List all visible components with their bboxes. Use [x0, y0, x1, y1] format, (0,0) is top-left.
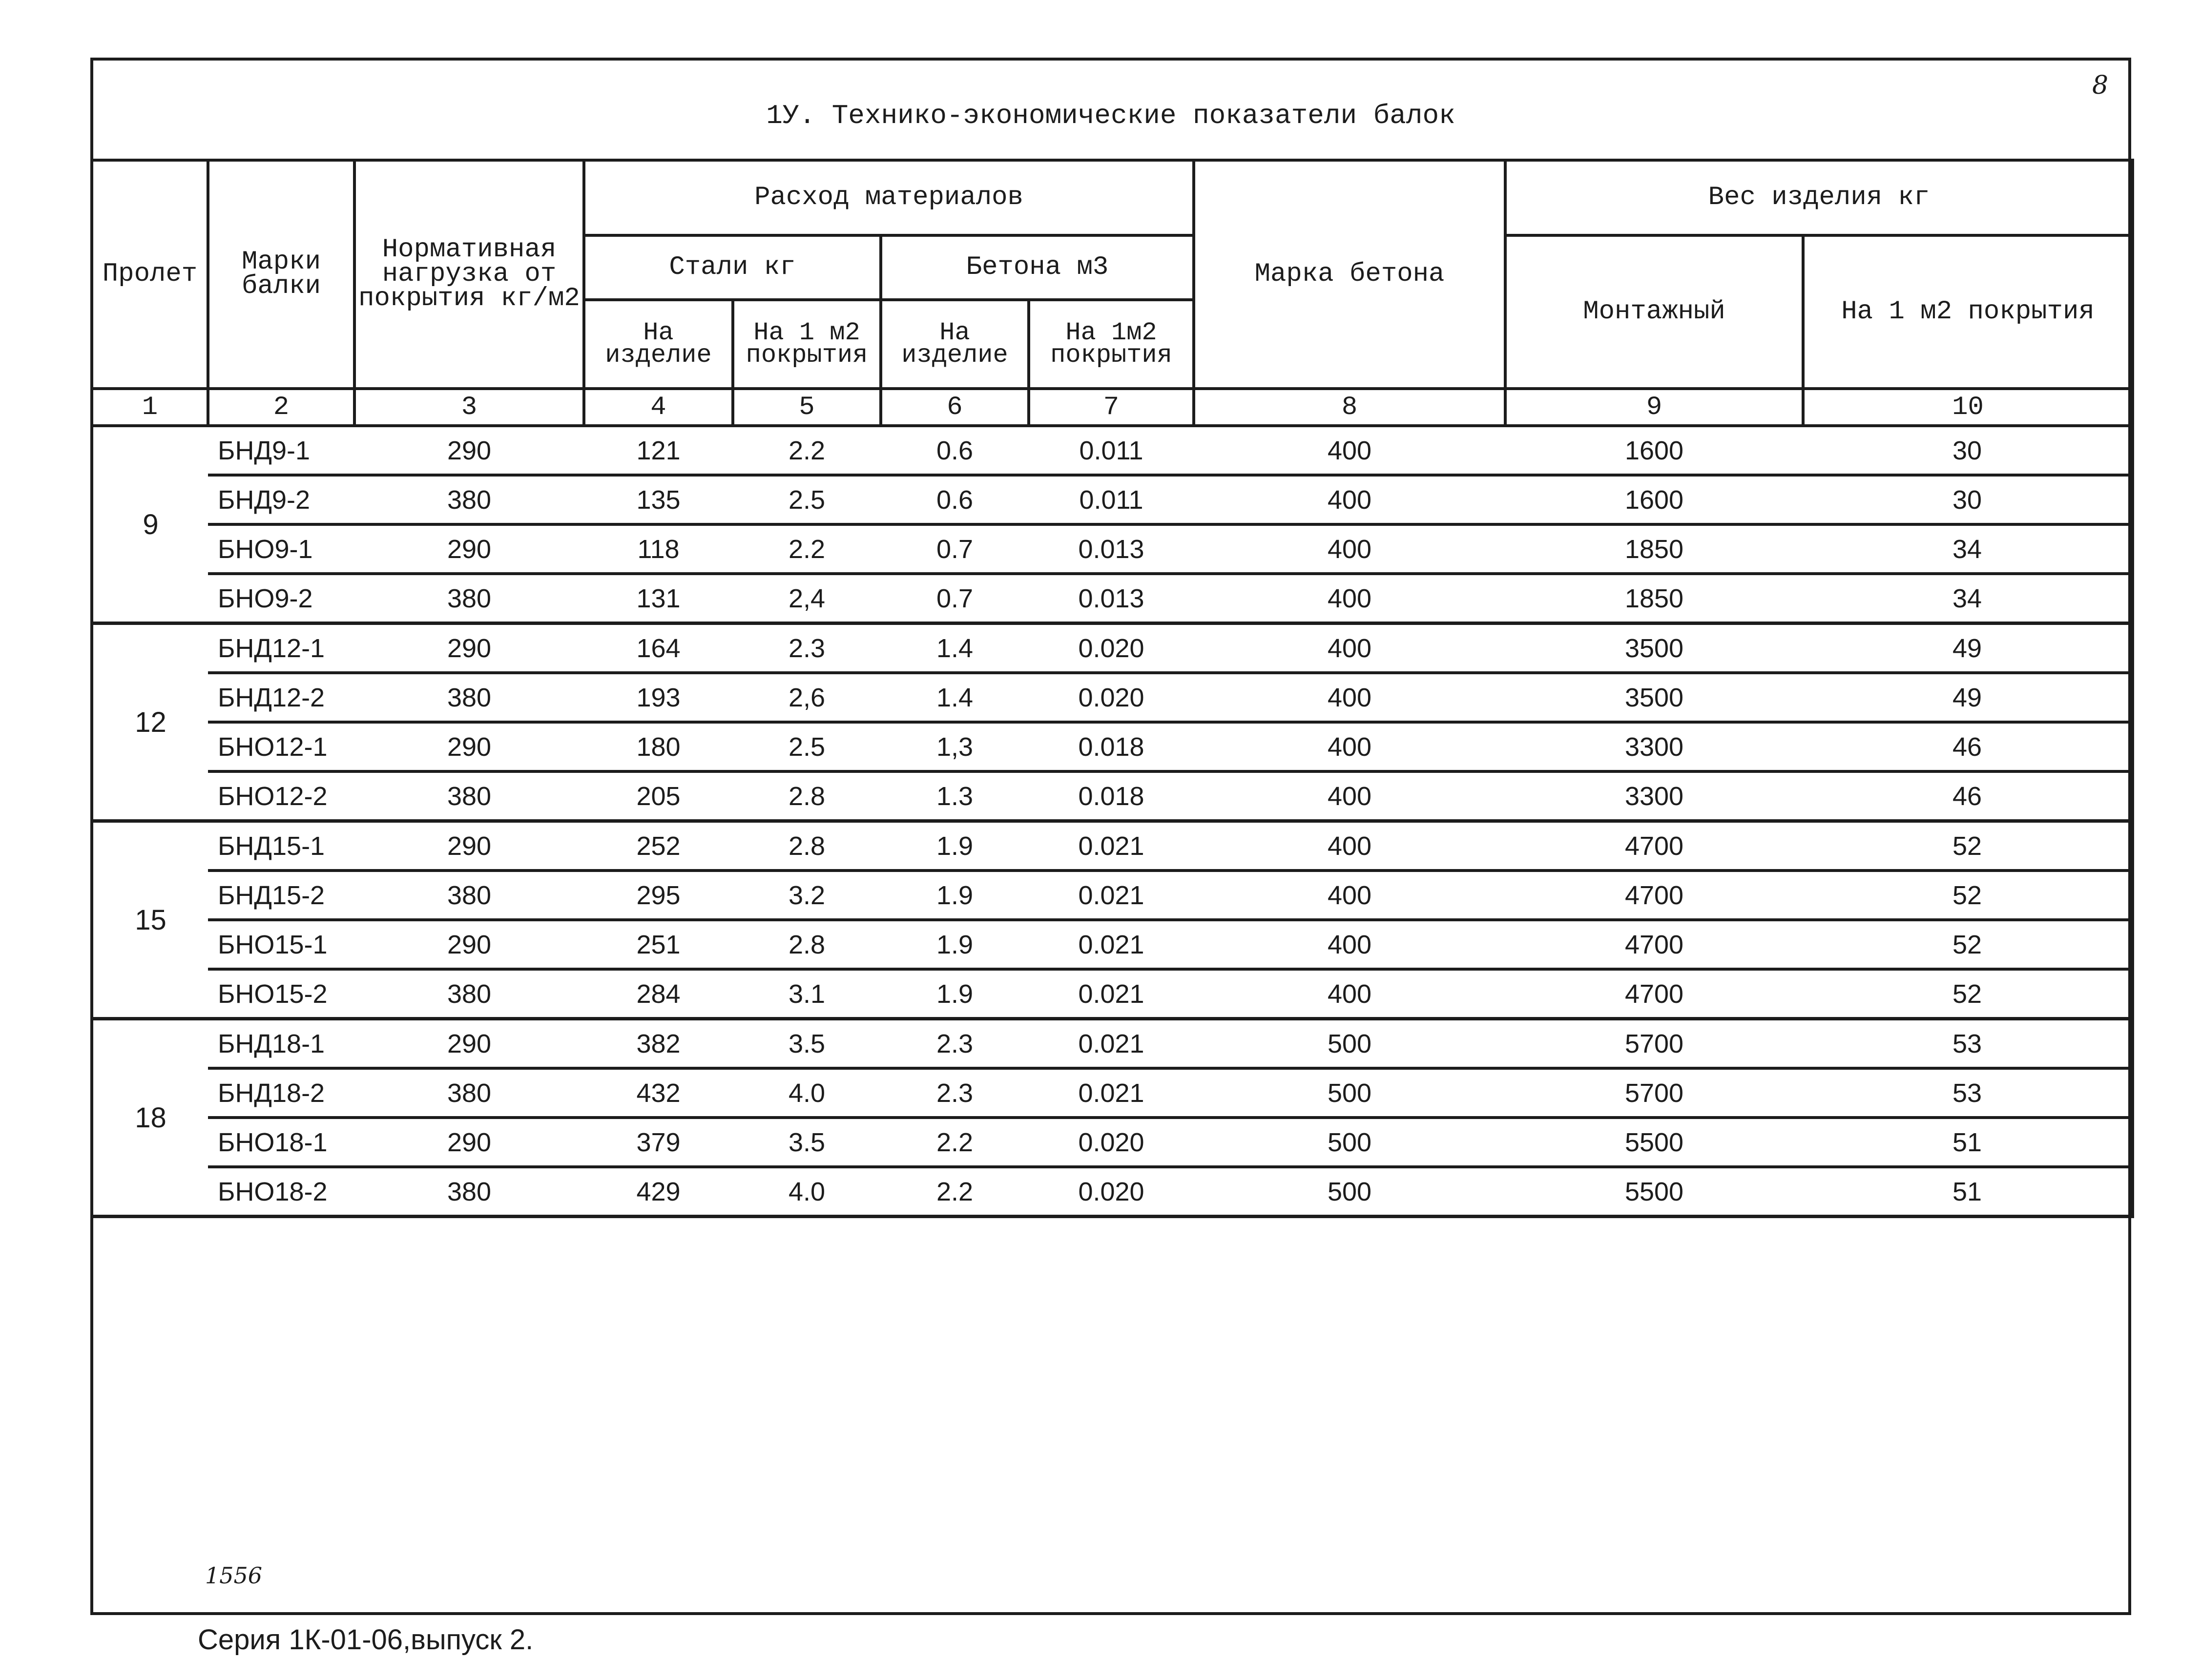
- load-cell: 380: [354, 475, 584, 524]
- beam-mark-cell: БНД12-1: [208, 623, 354, 673]
- header-weight: Вес изделия кг: [1505, 160, 2133, 235]
- table-row: [92, 722, 2133, 771]
- weight-per-m2-cell: 34: [1803, 524, 2133, 574]
- concrete-per-m2-cell: 0.021: [1029, 1068, 1194, 1118]
- concrete-per-item-cell: 1.3: [881, 771, 1029, 821]
- weight-per-m2-cell: 53: [1803, 1068, 2133, 1118]
- concrete-per-item-cell: 0.7: [881, 524, 1029, 574]
- load-cell: 290: [354, 920, 584, 969]
- header-concrete-per-item: На изделие: [881, 300, 1029, 389]
- steel-per-item-cell: 164: [584, 623, 733, 673]
- beam-mark-cell: БНО15-1: [208, 920, 354, 969]
- table-row: [92, 1118, 2133, 1167]
- weight-mounting-cell: 1600: [1505, 426, 1803, 475]
- steel-per-m2-cell: 2.8: [733, 920, 881, 969]
- steel-per-m2-cell: 2.8: [733, 821, 881, 871]
- weight-per-m2-cell: 34: [1803, 574, 2133, 623]
- column-number: 10: [1803, 389, 2133, 426]
- beam-mark-cell: БНД15-1: [208, 821, 354, 871]
- weight-mounting-cell: 5500: [1505, 1167, 1803, 1217]
- concrete-per-item-cell: 0.6: [881, 426, 1029, 475]
- steel-per-m2-cell: 2.3: [733, 623, 881, 673]
- concrete-grade-cell: 400: [1194, 524, 1505, 574]
- span-cell: 12: [92, 623, 208, 821]
- column-number: 9: [1505, 389, 1803, 426]
- beam-mark-cell: БНО9-1: [208, 524, 354, 574]
- concrete-per-item-cell: 1.9: [881, 871, 1029, 920]
- weight-mounting-cell: 1850: [1505, 574, 1803, 623]
- weight-mounting-cell: 4700: [1505, 821, 1803, 871]
- concrete-per-m2-cell: 0.020: [1029, 673, 1194, 722]
- steel-per-m2-cell: 3.1: [733, 969, 881, 1019]
- weight-mounting-cell: 3500: [1505, 623, 1803, 673]
- weight-per-m2-cell: 53: [1803, 1019, 2133, 1069]
- steel-per-item-cell: 251: [584, 920, 733, 969]
- table-row: [92, 475, 2133, 524]
- load-cell: 290: [354, 722, 584, 771]
- steel-per-m2-cell: 4.0: [733, 1068, 881, 1118]
- load-cell: 290: [354, 623, 584, 673]
- column-number: 8: [1194, 389, 1505, 426]
- concrete-per-m2-cell: 0.021: [1029, 969, 1194, 1019]
- header-marks: Марки балки: [208, 160, 354, 389]
- beam-indicators-table: [90, 159, 2134, 1218]
- table-row: [92, 821, 2133, 871]
- header-steel-per-m2: На 1 м2 покрытия: [733, 300, 881, 389]
- weight-per-m2-cell: 30: [1803, 426, 2133, 475]
- beam-mark-cell: БНД12-2: [208, 673, 354, 722]
- concrete-grade-cell: 500: [1194, 1068, 1505, 1118]
- weight-mounting-cell: 4700: [1505, 969, 1803, 1019]
- steel-per-item-cell: 252: [584, 821, 733, 871]
- series-footer: Серия 1К-01-06,выпуск 2.: [198, 1624, 534, 1656]
- column-number: 3: [354, 389, 584, 426]
- beam-mark-cell: БНО12-1: [208, 722, 354, 771]
- concrete-grade-cell: 400: [1194, 623, 1505, 673]
- beam-mark-cell: БНО18-1: [208, 1118, 354, 1167]
- concrete-per-item-cell: 1.4: [881, 673, 1029, 722]
- steel-per-item-cell: 193: [584, 673, 733, 722]
- weight-per-m2-cell: 52: [1803, 871, 2133, 920]
- steel-per-m2-cell: 2,6: [733, 673, 881, 722]
- weight-mounting-cell: 5700: [1505, 1019, 1803, 1069]
- load-cell: 290: [354, 1019, 584, 1069]
- table-row: [92, 673, 2133, 722]
- header-materials: Расход материалов: [584, 160, 1194, 235]
- weight-per-m2-cell: 51: [1803, 1118, 2133, 1167]
- weight-mounting-cell: 4700: [1505, 920, 1803, 969]
- column-number: 4: [584, 389, 733, 426]
- steel-per-item-cell: 284: [584, 969, 733, 1019]
- concrete-grade-cell: 400: [1194, 821, 1505, 871]
- weight-per-m2-cell: 49: [1803, 623, 2133, 673]
- weight-per-m2-cell: 52: [1803, 821, 2133, 871]
- steel-per-m2-cell: 3.5: [733, 1019, 881, 1069]
- weight-mounting-cell: 1600: [1505, 475, 1803, 524]
- concrete-per-m2-cell: 0.018: [1029, 722, 1194, 771]
- table-row: [92, 524, 2133, 574]
- weight-per-m2-cell: 51: [1803, 1167, 2133, 1217]
- concrete-grade-cell: 400: [1194, 673, 1505, 722]
- column-number: 2: [208, 389, 354, 426]
- load-cell: 290: [354, 426, 584, 475]
- table-row: [92, 871, 2133, 920]
- weight-mounting-cell: 3500: [1505, 673, 1803, 722]
- concrete-grade-cell: 400: [1194, 426, 1505, 475]
- concrete-grade-cell: 500: [1194, 1167, 1505, 1217]
- concrete-per-m2-cell: 0.020: [1029, 1118, 1194, 1167]
- header-load: Нормативная нагрузка от покрытия кг/м2: [354, 160, 584, 389]
- column-number: 5: [733, 389, 881, 426]
- weight-per-m2-cell: 49: [1803, 673, 2133, 722]
- steel-per-m2-cell: 3.2: [733, 871, 881, 920]
- load-cell: 290: [354, 821, 584, 871]
- weight-per-m2-cell: 52: [1803, 969, 2133, 1019]
- beam-mark-cell: БНО12-2: [208, 771, 354, 821]
- concrete-per-m2-cell: 0.021: [1029, 871, 1194, 920]
- beam-mark-cell: БНД15-2: [208, 871, 354, 920]
- steel-per-m2-cell: 4.0: [733, 1167, 881, 1217]
- load-cell: 380: [354, 673, 584, 722]
- steel-per-item-cell: 180: [584, 722, 733, 771]
- steel-per-item-cell: 379: [584, 1118, 733, 1167]
- concrete-grade-cell: 400: [1194, 871, 1505, 920]
- concrete-per-item-cell: 1.4: [881, 623, 1029, 673]
- concrete-per-m2-cell: 0.013: [1029, 574, 1194, 623]
- concrete-per-m2-cell: 0.021: [1029, 920, 1194, 969]
- table-row: [92, 1019, 2133, 1069]
- beam-mark-cell: БНО18-2: [208, 1167, 354, 1217]
- header-steel: Стали кг: [584, 235, 881, 300]
- concrete-grade-cell: 400: [1194, 574, 1505, 623]
- concrete-per-item-cell: 2.3: [881, 1068, 1029, 1118]
- concrete-per-m2-cell: 0.021: [1029, 1019, 1194, 1069]
- concrete-per-m2-cell: 0.018: [1029, 771, 1194, 821]
- table-row: [92, 623, 2133, 673]
- weight-mounting-cell: 3300: [1505, 771, 1803, 821]
- weight-mounting-cell: 3300: [1505, 722, 1803, 771]
- concrete-per-item-cell: 2.3: [881, 1019, 1029, 1069]
- header-steel-per-item: На изделие: [584, 300, 733, 389]
- page-number: 8: [2092, 71, 2109, 100]
- concrete-per-item-cell: 1.9: [881, 969, 1029, 1019]
- steel-per-m2-cell: 2.5: [733, 475, 881, 524]
- load-cell: 380: [354, 1068, 584, 1118]
- column-number: 6: [881, 389, 1029, 426]
- load-cell: 380: [354, 1167, 584, 1217]
- steel-per-item-cell: 432: [584, 1068, 733, 1118]
- weight-per-m2-cell: 52: [1803, 920, 2133, 969]
- steel-per-item-cell: 131: [584, 574, 733, 623]
- weight-mounting-cell: 5700: [1505, 1068, 1803, 1118]
- beam-mark-cell: БНД18-1: [208, 1019, 354, 1069]
- steel-per-item-cell: 382: [584, 1019, 733, 1069]
- load-cell: 290: [354, 524, 584, 574]
- header-concrete-per-m2: На 1м2 покрытия: [1029, 300, 1194, 389]
- concrete-per-m2-cell: 0.020: [1029, 623, 1194, 673]
- steel-per-m2-cell: 3.5: [733, 1118, 881, 1167]
- concrete-per-item-cell: 1.9: [881, 821, 1029, 871]
- beam-mark-cell: БНО15-2: [208, 969, 354, 1019]
- steel-per-m2-cell: 2.2: [733, 524, 881, 574]
- concrete-grade-cell: 400: [1194, 722, 1505, 771]
- concrete-grade-cell: 400: [1194, 771, 1505, 821]
- table-row: [92, 969, 2133, 1019]
- table-row: [92, 1167, 2133, 1217]
- column-number: 7: [1029, 389, 1194, 426]
- header-span: Пролет: [92, 160, 208, 389]
- concrete-grade-cell: 400: [1194, 920, 1505, 969]
- load-cell: 380: [354, 871, 584, 920]
- page-title: 1У. Технико-экономические показатели балок: [766, 100, 1455, 131]
- weight-per-m2-cell: 30: [1803, 475, 2133, 524]
- concrete-grade-cell: 500: [1194, 1118, 1505, 1167]
- header-weight-mounting: Монтажный: [1505, 235, 1803, 389]
- table-row: [92, 426, 2133, 475]
- column-number-row: [92, 389, 2133, 426]
- steel-per-item-cell: 118: [584, 524, 733, 574]
- weight-mounting-cell: 4700: [1505, 871, 1803, 920]
- steel-per-m2-cell: 2,4: [733, 574, 881, 623]
- steel-per-item-cell: 135: [584, 475, 733, 524]
- steel-per-m2-cell: 2.8: [733, 771, 881, 821]
- header-concrete-grade: Марка бетона: [1194, 160, 1505, 389]
- steel-per-m2-cell: 2.2: [733, 426, 881, 475]
- column-number: 1: [92, 389, 208, 426]
- concrete-grade-cell: 400: [1194, 969, 1505, 1019]
- beam-mark-cell: БНД18-2: [208, 1068, 354, 1118]
- concrete-per-item-cell: 0.7: [881, 574, 1029, 623]
- table-header: [92, 160, 2133, 426]
- concrete-per-item-cell: 1,3: [881, 722, 1029, 771]
- table-row: [92, 574, 2133, 623]
- load-cell: 380: [354, 771, 584, 821]
- concrete-per-m2-cell: 0.020: [1029, 1167, 1194, 1217]
- steel-per-item-cell: 429: [584, 1167, 733, 1217]
- span-cell: 15: [92, 821, 208, 1019]
- beam-mark-cell: БНД9-1: [208, 426, 354, 475]
- header-weight-per-m2: На 1 м2 покрытия: [1803, 235, 2133, 389]
- concrete-per-m2-cell: 0.011: [1029, 475, 1194, 524]
- table-body: [92, 426, 2133, 1217]
- concrete-per-item-cell: 2.2: [881, 1118, 1029, 1167]
- steel-per-item-cell: 205: [584, 771, 733, 821]
- steel-per-m2-cell: 2.5: [733, 722, 881, 771]
- span-cell: 18: [92, 1019, 208, 1217]
- weight-mounting-cell: 1850: [1505, 524, 1803, 574]
- concrete-grade-cell: 500: [1194, 1019, 1505, 1069]
- table-row: [92, 1068, 2133, 1118]
- concrete-grade-cell: 400: [1194, 475, 1505, 524]
- beam-mark-cell: БНО9-2: [208, 574, 354, 623]
- table-row: [92, 771, 2133, 821]
- concrete-per-item-cell: 2.2: [881, 1167, 1029, 1217]
- load-cell: 290: [354, 1118, 584, 1167]
- load-cell: 380: [354, 574, 584, 623]
- concrete-per-m2-cell: 0.021: [1029, 821, 1194, 871]
- beam-mark-cell: БНД9-2: [208, 475, 354, 524]
- table-row: [92, 920, 2133, 969]
- concrete-per-item-cell: 1.9: [881, 920, 1029, 969]
- weight-mounting-cell: 5500: [1505, 1118, 1803, 1167]
- span-cell: 9: [92, 426, 208, 623]
- concrete-per-item-cell: 0.6: [881, 475, 1029, 524]
- load-cell: 380: [354, 969, 584, 1019]
- steel-per-item-cell: 121: [584, 426, 733, 475]
- handwritten-stamp-number: 1556: [205, 1562, 263, 1589]
- weight-per-m2-cell: 46: [1803, 771, 2133, 821]
- concrete-per-m2-cell: 0.011: [1029, 426, 1194, 475]
- steel-per-item-cell: 295: [584, 871, 733, 920]
- weight-per-m2-cell: 46: [1803, 722, 2133, 771]
- concrete-per-m2-cell: 0.013: [1029, 524, 1194, 574]
- header-concrete: Бетона м3: [881, 235, 1194, 300]
